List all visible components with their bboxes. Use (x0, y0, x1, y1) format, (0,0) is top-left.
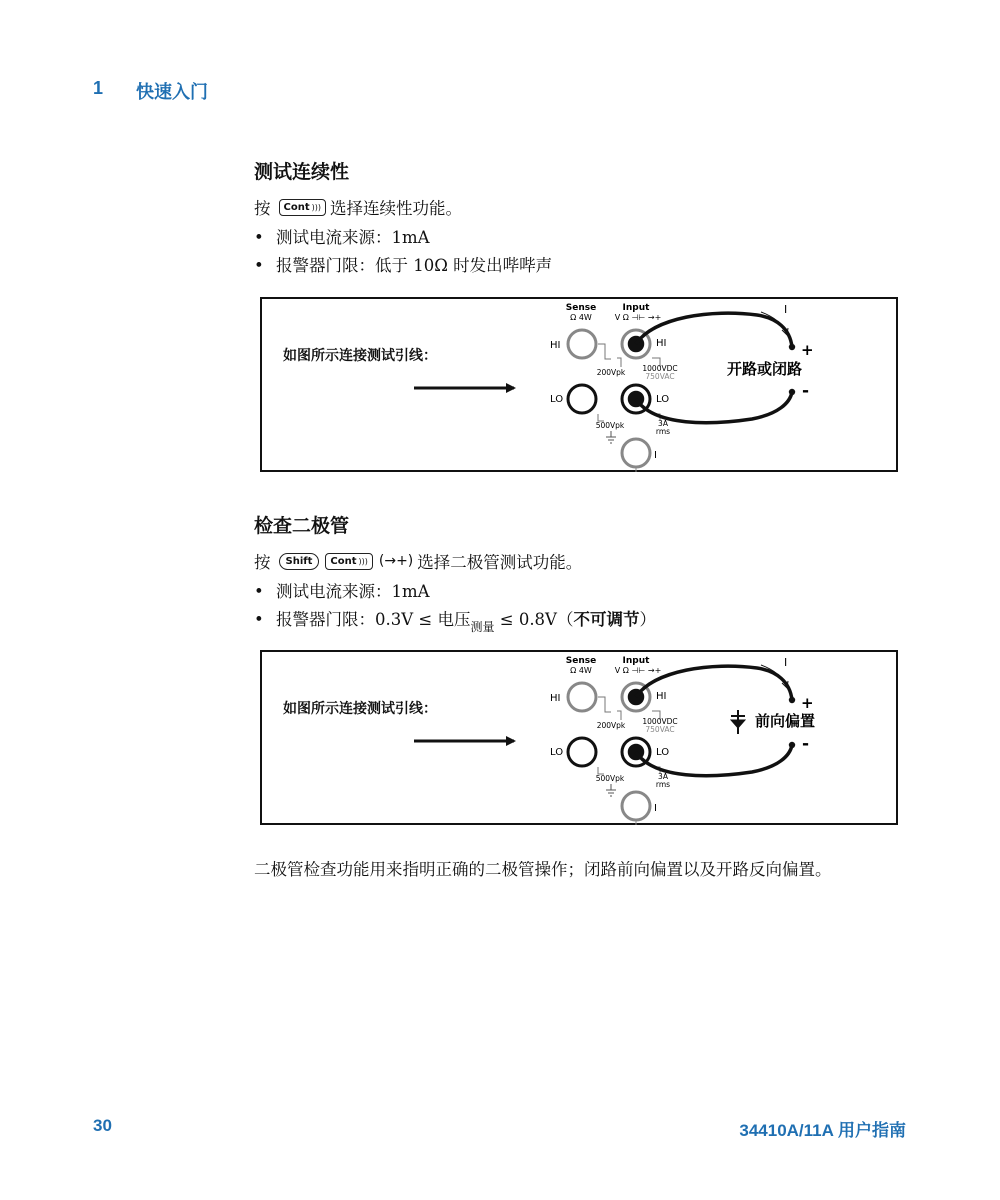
press-prefix: 按 (254, 553, 271, 572)
diode-heading: 检查二极管 (254, 515, 350, 537)
rms-label: rms (655, 780, 671, 789)
input-i-label: I (654, 803, 657, 814)
chapter-title: 快速入门 (136, 82, 208, 102)
input-i-terminal (622, 439, 650, 467)
diode-figure (260, 650, 898, 825)
vac-label: 750VAC (645, 372, 675, 381)
chapter-number: 1 (93, 78, 104, 98)
v500-label: 500Vpk (595, 774, 625, 783)
diode-bullet-1: • 测试电流来源：1mA (254, 582, 430, 601)
sense-hi-terminal (568, 683, 596, 711)
amp-label: 3A (658, 419, 668, 428)
diode-bullet-2: • 报警器门限：0.3V ≤ 电压$_{测量}$ ≤ 0.8V（不可调节） (254, 610, 656, 634)
input-label: Input (622, 303, 650, 313)
press-suffix: 选择连续性功能。 (329, 199, 462, 218)
input-i-label: I (654, 450, 657, 461)
amp-label: 3A (658, 772, 668, 781)
ground-icon (606, 431, 616, 443)
diode-instruction (254, 549, 582, 573)
continuity-bullet-1: • 测试电流来源：1mA (254, 228, 430, 247)
plus-sign: + (801, 341, 814, 359)
figure-instruction: 如图所示连接测试引线： (283, 701, 437, 717)
input-sub: V Ω ⊣⊢ →+ (614, 313, 662, 322)
diode-symbol-icon: (→+) (378, 553, 414, 569)
minus-sign: - (802, 381, 810, 401)
input-lo-label: LO (656, 394, 670, 405)
current-symbol: I (784, 303, 788, 316)
input-hi-label: HI (656, 691, 667, 702)
sense-hi-label: HI (550, 693, 561, 704)
continuity-heading: 测试连续性 (254, 161, 350, 183)
cont-key: Cont ))) (279, 199, 326, 216)
sense-label: Sense (565, 303, 597, 313)
rms-label: rms (655, 427, 671, 436)
press-suffix: 选择二极管测试功能。 (417, 553, 583, 572)
input-i-terminal (622, 792, 650, 820)
current-symbol: I (784, 656, 788, 669)
continuity-figure (260, 297, 898, 472)
continuity-diagram (262, 299, 898, 472)
press-prefix: 按 (254, 199, 271, 218)
sense-lo-terminal (568, 385, 596, 413)
sense-lo-terminal (568, 738, 596, 766)
input-sub: V Ω ⊣⊢ →+ (614, 666, 662, 675)
v200-label: 200Vpk (596, 721, 626, 730)
input-hi-label: HI (656, 338, 667, 349)
continuity-bullet-2: • 报警器门限：低于 10Ω 时发出哔哔声 (254, 256, 553, 275)
sense-sub: Ω 4W (570, 666, 592, 675)
v500-label: 500Vpk (595, 421, 625, 430)
diode-diagram (262, 652, 898, 825)
shift-key: Shift (279, 553, 320, 570)
vdc-label: 1000VDC (642, 364, 678, 373)
sense-hi-terminal (568, 330, 596, 358)
figure-instruction: 如图所示连接测试引线： (283, 348, 437, 364)
sense-lo-label: LO (550, 394, 564, 405)
diode-icon (731, 710, 745, 734)
ground-icon (606, 784, 616, 796)
page-number: 30 (93, 1116, 112, 1135)
input-label: Input (622, 656, 650, 666)
result-label: 前向偏置 (755, 712, 816, 730)
sense-hi-label: HI (550, 340, 561, 351)
cont-key: Cont ))) (325, 553, 372, 570)
v200-label: 200Vpk (596, 368, 626, 377)
vac-label: 750VAC (645, 725, 675, 734)
minus-sign: - (802, 734, 810, 754)
input-lo-label: LO (656, 747, 670, 758)
sense-label: Sense (565, 656, 597, 666)
sense-lo-label: LO (550, 747, 564, 758)
diode-note: 二极管检查功能用来指明正确的二极管操作；闭路前向偏置以及开路反向偏置。 (254, 860, 832, 879)
continuity-instruction (254, 195, 462, 219)
plus-sign: + (801, 694, 814, 712)
sense-sub: Ω 4W (570, 313, 592, 322)
footer-title: 34410A/11A 用户指南 (739, 1121, 906, 1140)
result-label: 开路或闭路 (727, 360, 803, 378)
vdc-label: 1000VDC (642, 717, 678, 726)
